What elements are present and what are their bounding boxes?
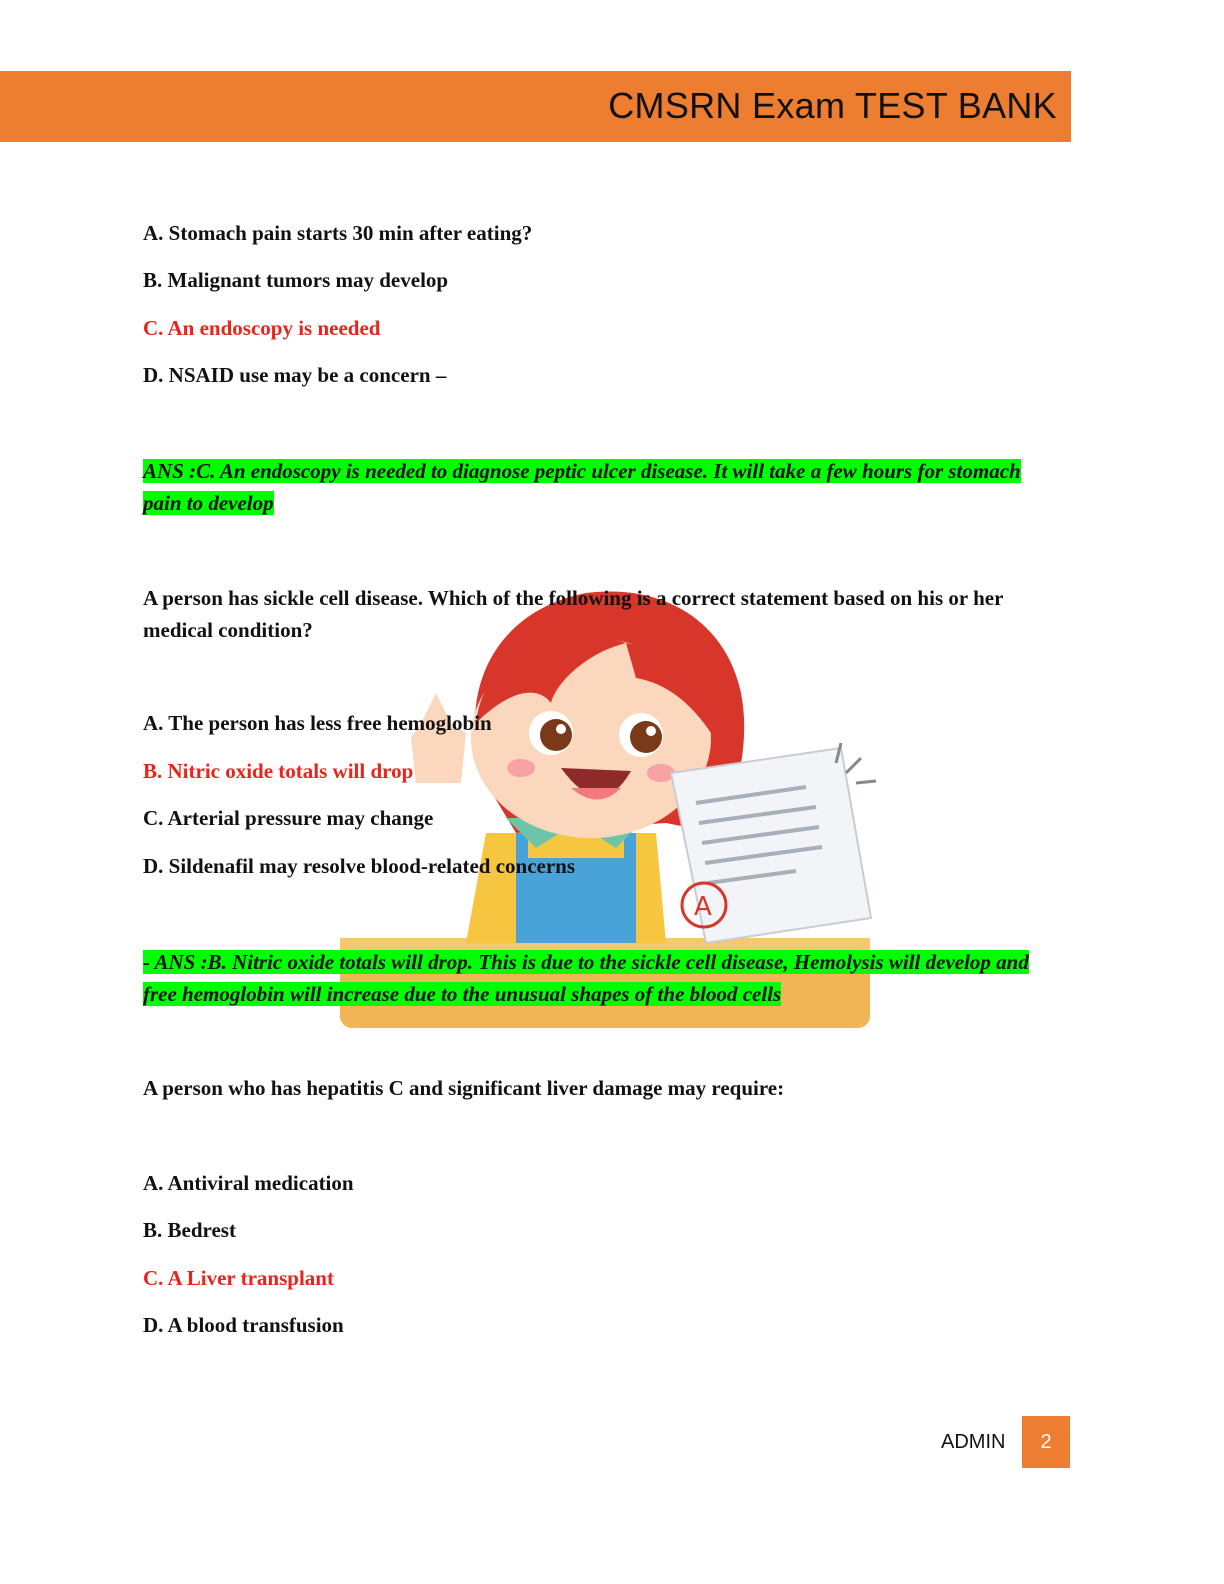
q2-option-a: A. The person has less free hemoglobin	[143, 711, 492, 735]
graded-paper	[671, 748, 871, 943]
q3-option-b: B. Bedrest	[143, 1218, 236, 1242]
q2-question: A person has sickle cell disease. Which of the following is a correct statement based on his or her medical condition?	[143, 586, 1004, 642]
page-title: CMSRN Exam TEST BANK	[608, 85, 1057, 126]
page-number: 2	[1022, 1416, 1070, 1468]
q2-option-d: D. Sildenafil may resolve blood-related concerns	[143, 854, 576, 878]
q2-option-b-correct: B. Nitric oxide totals will drop	[143, 759, 414, 783]
q1-option-d: D. NSAID use may be a concern –	[143, 363, 447, 387]
footer-author: ADMIN	[941, 1431, 1006, 1453]
q2-option-c: C. Arterial pressure may change	[143, 806, 434, 830]
q2-answer-text: - ANS :B. Nitric oxide totals will drop. This is due to the sickle cell disease, Hemolysis will develop and free hemoglobin will increase due to the unusual shapes of the blood cells	[143, 950, 1029, 1006]
q3-option-d: D. A blood transfusion	[143, 1313, 344, 1337]
q1-answer-text: ANS :C. An endoscopy is needed to diagnose peptic ulcer disease. It will take a few hours for stomach pain to develop	[143, 459, 1021, 515]
q2-answer	[143, 946, 1055, 1010]
svg-text:A: A	[694, 892, 712, 922]
q3-option-a: A. Antiviral medication	[143, 1171, 354, 1195]
thumbs-up-hand	[411, 693, 466, 783]
q3-option-c-correct: C. A Liver transplant	[143, 1266, 334, 1290]
header-bar	[0, 71, 1071, 142]
q1-answer	[143, 455, 1055, 519]
q1-option-b: B. Malignant tumors may develop	[143, 268, 449, 292]
q3-question: A person who has hepatitis C and significant liver damage may require:	[143, 1076, 785, 1100]
q1-option-c-correct: C. An endoscopy is needed	[143, 316, 381, 340]
q1-option-a: A. Stomach pain starts 30 min after eating?	[143, 221, 533, 245]
